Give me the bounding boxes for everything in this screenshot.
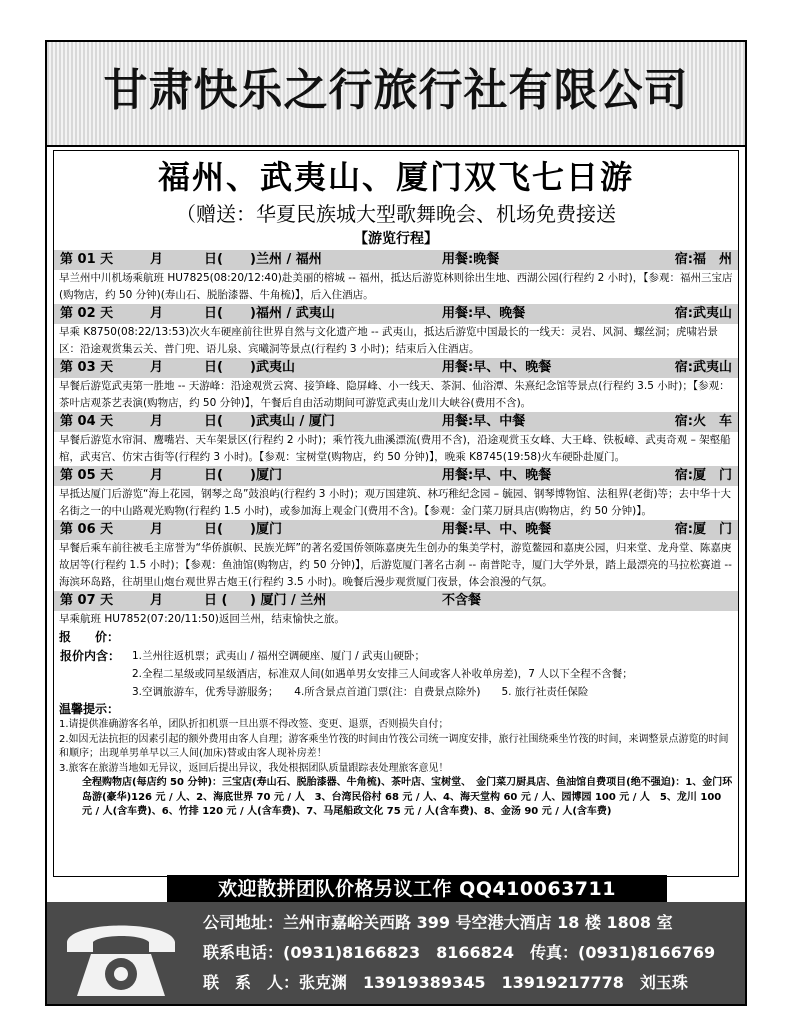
day-description: 早乘航班 HU7852(07:20/11:50)返回兰州，结束愉快之旅。 [59, 613, 345, 625]
price-item: 2.全程二星级或同星级酒店，标准双人间(如遇单男女安排三人间或客人补收单房差)，7 人以下全程不含餐； [132, 668, 633, 680]
day-date: 日( [204, 252, 223, 267]
itinerary-box [53, 150, 739, 877]
day-route: )厦门 [250, 468, 282, 483]
day-number: 第 07 天 [60, 593, 114, 608]
day-stay: 宿:火 车 [674, 414, 732, 429]
day-date: 日( [204, 306, 223, 321]
day-description: 早餐后游览武夷第一胜地 -- 天游峰：沿途观赏云窝、接笋峰、隐屏峰、小一线天、茶洞、仙浴潭、朱熹纪念馆等景点(行程约 3.5 小时)；【参观：茶叶店观茶艺表演(购物店，约 50 分钟)】，午餐后自由活动期间可游览武夷山龙川大峡谷(费用不含)。 [59, 380, 730, 409]
day-header [54, 520, 738, 540]
price-item: 3.空调旅游车，优秀导游服务； 4.所含景点首道门票(注：自费景点除外) 5. 旅行社责任保险 [132, 686, 589, 698]
day-stay: 宿:福 州 [674, 252, 732, 267]
day-header [54, 250, 738, 270]
day-meals: 用餐:晚餐 [442, 252, 500, 267]
gift-line: （赠送：华夏民族城大型歌舞晚会、机场免费接送 [176, 202, 616, 226]
price-includes [54, 647, 738, 701]
day-route: ) 厦门 / 兰州 [250, 593, 327, 608]
day-route: )武夷山 [250, 360, 295, 375]
price-item: 1.兰州往返机票；武夷山 / 福州空调硬座、厦门 / 武夷山硬卧； [132, 650, 425, 662]
day-description: 早餐后乘车前往被毛主席誉为“华侨旗帜、民族光辉”的著名爱国侨领陈嘉庚先生创办的集美学村，游览鳌园和嘉庚公园，归来堂、龙舟堂、陈嘉庚故居等(行程约 1.5 小时)；【参观：鱼油馆(购物店，约 50 分钟)】，后游览厦门著名古刹 -- 南普陀寺，厦门大学外景，踏上最漂亮的马拉松赛道 -- 海滨环岛路，往胡里山炮台观世界古炮王(行程约 3.5 小时)。晚餐后漫步观赏厦门夜景，体会浪漫的气氛。 [59, 542, 732, 588]
day-route: )武夷山 / 厦门 [250, 414, 335, 429]
day-header [54, 304, 738, 324]
day-description: 早乘 K8750(08:22/13:53)次火车硬座前往世界自然与文化遗产地 -- 武夷山，抵达后游览中国最长的一线天：灵岩、风洞、螺丝洞；虎啸岩景区：沿途观赏集云关、普门兜、语儿泉、宾曦洞等景点(行程约 3 小时)；结束后入住酒店。 [59, 326, 718, 355]
day-description: 早兰州中川机场乘航班 HU7825(08:20/12:40)赴美丽的榕城 -- 福州，抵达后游览林则徐出生地、西湖公园(行程约 2 小时)，【参观：福州三宝店(购物店，约 50 分钟)(寿山石、脱胎漆器、牛角梳)】，后入住酒店。 [59, 272, 733, 301]
day-header [54, 591, 738, 611]
day-month: 月 [150, 468, 164, 483]
company-address: 公司地址：兰州市嘉峪关西路 399 号空港大酒店 18 楼 1808 室 [203, 913, 673, 932]
day-meals: 用餐:早、晚餐 [442, 306, 526, 321]
day-description: 早餐后游览水帘洞、鹰嘴岩、天车架景区(行程约 2 小时)；乘竹筏九曲溪漂流(费用不含)，沿途观赏玉女峰、大王峰、铁板嶂、武夷奇观 – 架壑船棺，武夷宫、仿宋古街等(行程约 3 小时)。【参观：宝树堂(购物店，约 50 分钟)】，晚乘 K8745(19:58)火车硬卧赴厦门。 [59, 434, 731, 463]
poster-frame [45, 40, 747, 1006]
day-date: 日( [204, 468, 223, 483]
day-header [54, 358, 738, 378]
company-header [47, 42, 745, 147]
contact-footer [47, 902, 745, 1006]
day-route: )福州 / 武夷山 [250, 306, 335, 321]
day-date: 日( [204, 522, 223, 537]
day-route: )厦门 [250, 522, 282, 537]
contact-person: 联 系 人：张克渊 13919389345 13919217778 刘玉珠 [203, 973, 688, 992]
day-number: 第 04 天 [60, 414, 114, 429]
day-header [54, 412, 738, 432]
day-number: 第 06 天 [60, 522, 114, 537]
day-number: 第 02 天 [60, 306, 114, 321]
company-name: 甘肃快乐之行旅行社有限公司 [103, 65, 689, 116]
day-meals: 用餐:早、中、晚餐 [442, 360, 552, 375]
day-header [54, 466, 738, 486]
tip-line: 1.请提供准确游客名单，团队折扣机票一旦出票不得改签、变更、退票，否则损失自付； [59, 719, 449, 730]
day-meals: 不含餐 [442, 593, 482, 608]
day-month: 月 [150, 414, 164, 429]
day-date: 日 ( [204, 593, 228, 608]
day-meals: 用餐:早、中、晚餐 [442, 468, 552, 483]
day-stay: 宿:厦 门 [674, 522, 732, 537]
contact-phone: 联系电话：(0931)8166823 8166824 传真：(0931)8166769 [203, 943, 716, 962]
day-list [54, 250, 738, 628]
day-month: 月 [150, 360, 164, 375]
day-stay: 宿:武夷山 [674, 360, 732, 375]
shopping-note: 全程购物店(每店约 50 分钟)：三宝店(寿山石、脱胎漆器、牛角梳)、茶叶店、宝树堂、 金门菜刀厨具店、鱼油馆自费项目(绝不强迫)：1、金门环岛游(豪华)126 元 / 人、2、海底世界 70 元 / 人 3、台湾民俗村 68 元 / 人、4、海天堂构 60 元 / 人、园博园 100 元 / 人 5、龙川 100 元 / 人(含车费)、6、竹排 120 元 / 人(含车费)、7、马尾船政文化 75 元 / 人(含车费)、8、金汤 90 元 / 人(含车费) [82, 777, 733, 817]
tip-line: 2.如因无法抗拒的因素引起的额外费用由客人自理；游客乘坐竹筏的时间由竹筏公司统一调度安排，旅行社围绕乘坐竹筏的时间，来调整景点游览的时间和顺序；出现单男单早以三人间(加床)替或由客人现补房差！ [59, 733, 729, 759]
price-includes-label: 报价内含： [60, 649, 121, 663]
telephone-icon [61, 912, 181, 1000]
day-route: )兰州 / 福州 [250, 252, 322, 267]
day-month: 月 [150, 593, 164, 608]
day-number: 第 03 天 [60, 360, 114, 375]
day-description: 早抵达厦门后游览“海上花园，钢琴之岛”鼓浪屿(行程约 3 小时)；观万国建筑、林巧稚纪念园 – 毓园、钢琴博物馆、法租界(老街)等；去中华十大名街之一的中山路观光购物(行程约 1.5 小时)，或参加海上观金门(费用不含)。【参观：金门菜刀厨具店(购物店，约 50 分钟)】。 [59, 488, 732, 517]
day-stay: 宿:武夷山 [674, 306, 732, 321]
tip-line: 3.旅客在旅游当地如无异议，返回后提出异议，我处根据团队质量跟踪表处理旅客意见！ [59, 762, 449, 774]
day-month: 月 [150, 306, 164, 321]
day-number: 第 05 天 [60, 468, 114, 483]
itinerary-label: 【游览行程】 [354, 231, 438, 247]
day-meals: 用餐:早、中、晚餐 [442, 522, 552, 537]
price-label: 报 价： [59, 630, 120, 644]
tips-title: 温馨提示： [59, 702, 120, 716]
day-date: 日( [204, 360, 223, 375]
tour-title: 福州、武夷山、厦门双飞七日游 [157, 158, 634, 196]
day-stay: 宿:厦 门 [674, 468, 732, 483]
day-number: 第 01 天 [60, 252, 114, 267]
day-meals: 用餐:早、中餐 [442, 414, 526, 429]
promo-banner: 欢迎散拼团队价格另议工作 QQ410063711 [167, 875, 667, 903]
day-month: 月 [150, 252, 164, 267]
day-month: 月 [150, 522, 164, 537]
day-date: 日( [204, 414, 223, 429]
